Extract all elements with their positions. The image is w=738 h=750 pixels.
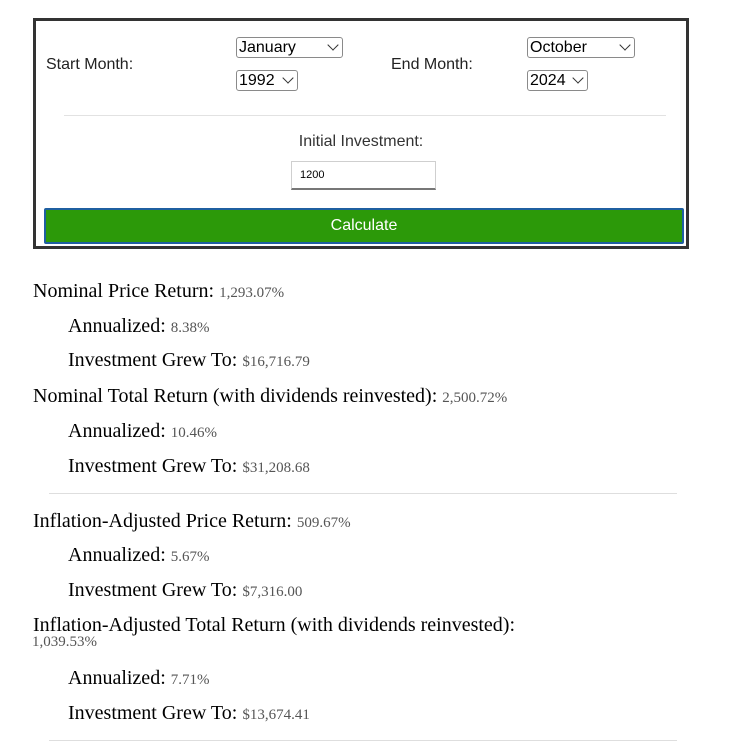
results-divider <box>49 493 677 494</box>
inflation-total-annualized-value: 7.71% <box>170 672 210 688</box>
nominal-price-return-label: Nominal Price Return: <box>33 280 215 302</box>
inflation-total-grew-value: $13,674.41 <box>242 707 310 723</box>
chevron-down-icon <box>282 72 293 83</box>
inflation-price-annualized-value: 5.67% <box>170 549 210 565</box>
start-month-label: Start Month: <box>46 56 134 73</box>
start-month-select[interactable] <box>236 37 343 58</box>
initial-investment-input[interactable] <box>291 161 436 190</box>
annualized-label: Annualized: <box>68 544 166 566</box>
end-month-value: October <box>530 39 587 56</box>
end-year-value: 2024 <box>530 72 566 89</box>
investment-grew-label: Investment Grew To: <box>68 455 238 477</box>
chevron-down-icon <box>619 39 630 50</box>
investment-grew-label: Investment Grew To: <box>68 349 238 371</box>
nominal-price-grew-value: $16,716.79 <box>242 354 310 370</box>
annualized-label: Annualized: <box>68 667 166 689</box>
chevron-down-icon <box>327 39 338 50</box>
nominal-price-grew-row <box>68 348 310 374</box>
annualized-label: Annualized: <box>68 315 166 337</box>
form-divider <box>64 115 666 116</box>
investment-grew-label: Investment Grew To: <box>68 579 238 601</box>
inflation-total-return-label: Inflation-Adjusted Total Return (with dividends reinvested): <box>33 614 516 636</box>
end-year-select[interactable] <box>527 70 588 91</box>
nominal-price-return-value: 1,293.07% <box>219 285 285 301</box>
inflation-total-return-value: 1,039.53% <box>32 634 97 650</box>
nominal-total-return-row <box>33 384 507 410</box>
end-month-select[interactable] <box>527 37 635 58</box>
nominal-price-annualized-value: 8.38% <box>170 320 210 336</box>
inflation-total-grew-row <box>68 701 310 727</box>
annualized-label: Annualized: <box>68 420 166 442</box>
nominal-price-return-row <box>33 279 284 305</box>
inflation-total-annualized-row <box>68 666 210 692</box>
inflation-price-grew-value: $7,316.00 <box>242 584 303 600</box>
chevron-down-icon <box>572 72 583 83</box>
nominal-total-return-label: Nominal Total Return (with dividends reinvested): <box>33 385 438 407</box>
nominal-price-annualized-row <box>68 314 210 340</box>
inflation-price-return-label: Inflation-Adjusted Price Return: <box>33 510 292 532</box>
nominal-total-grew-row <box>68 454 310 480</box>
inflation-price-return-value: 509.67% <box>296 515 351 531</box>
nominal-total-annualized-row <box>68 419 217 445</box>
inflation-total-return-row <box>33 613 515 637</box>
investment-grew-label: Investment Grew To: <box>68 702 238 724</box>
nominal-total-grew-value: $31,208.68 <box>242 460 310 476</box>
start-month-value: January <box>239 39 296 56</box>
nominal-total-return-value: 2,500.72% <box>442 390 508 406</box>
nominal-total-annualized-value: 10.46% <box>170 425 217 441</box>
inflation-price-return-row <box>33 509 351 535</box>
end-month-label: End Month: <box>391 56 473 73</box>
initial-investment-label: Initial Investment: <box>298 133 424 150</box>
start-year-value: 1992 <box>239 72 275 89</box>
inflation-price-annualized-row <box>68 543 210 569</box>
calculate-button[interactable]: Calculate <box>44 208 684 244</box>
start-year-select[interactable] <box>236 70 298 91</box>
calculator-form <box>33 18 689 249</box>
results-divider-bottom <box>49 740 677 741</box>
inflation-price-grew-row <box>68 578 302 604</box>
